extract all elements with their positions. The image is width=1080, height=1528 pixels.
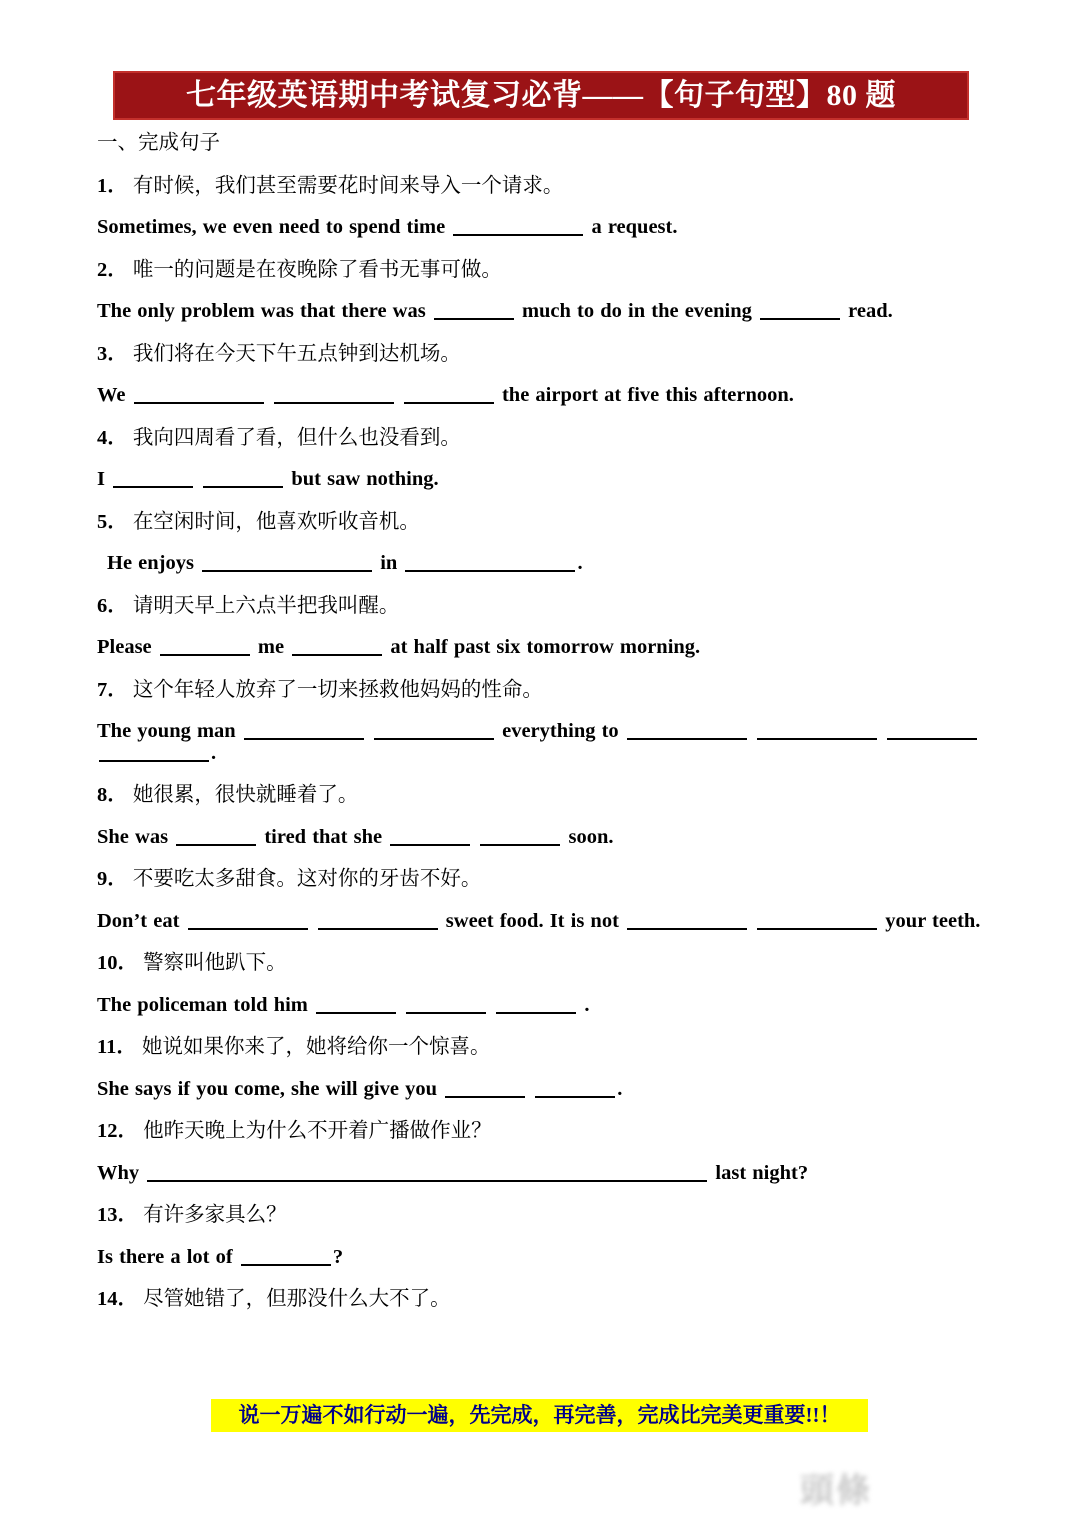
answer-text-fragment: Is there a lot of: [97, 1245, 239, 1268]
answer-text-fragment: He enjoys: [107, 552, 201, 575]
answer-blank[interactable]: [147, 1166, 707, 1182]
question-prompt: [97, 953, 983, 974]
answer-blank[interactable]: [480, 830, 560, 846]
question-number: 6．: [97, 594, 128, 617]
question-chinese: 唯一的问题是在夜晚除了看书无事可做。: [132, 258, 502, 281]
question-chinese: 有许多家具么？: [143, 1204, 287, 1227]
question-prompt: [97, 512, 983, 533]
answer-text-fragment: Please: [97, 636, 158, 659]
answer-blank[interactable]: [453, 220, 583, 236]
answer-blank[interactable]: [757, 724, 877, 740]
answer-text-fragment: at half past six tomorrow morning.: [384, 636, 701, 659]
answer-text-fragment: [398, 994, 404, 1016]
answer-text-fragment: [310, 910, 316, 932]
answer-blank[interactable]: [134, 388, 264, 404]
answer-sentence: [97, 721, 983, 764]
question-list: [97, 176, 983, 1310]
question-chinese: 她很累，很快就睡着了。: [132, 784, 359, 807]
question-number: 8．: [97, 784, 128, 807]
answer-blank[interactable]: [203, 472, 283, 488]
answer-blank[interactable]: [434, 304, 514, 320]
question-chinese: 我们将在今天下午五点钟到达机场。: [132, 342, 461, 365]
question-chinese: 请明天早上六点半把我叫醒。: [132, 594, 400, 617]
answer-blank[interactable]: [374, 724, 494, 740]
question-prompt: [97, 785, 983, 806]
question-prompt: [97, 869, 983, 890]
answer-text-fragment: ?: [332, 1245, 344, 1268]
answer-text-fragment: [879, 720, 885, 742]
answer-text-fragment: We: [97, 384, 132, 407]
question-number: 11．: [97, 1036, 137, 1059]
answer-blank[interactable]: [160, 640, 250, 656]
question-number: 2．: [97, 258, 128, 281]
answer-blank[interactable]: [202, 556, 372, 572]
question-chinese: 他昨天晚上为什么不开着广播做作业？: [143, 1120, 492, 1143]
question-prompt: [97, 260, 983, 281]
answer-text-fragment: She was: [97, 825, 175, 848]
answer-blank[interactable]: [496, 998, 576, 1014]
question-prompt: [97, 680, 983, 701]
answer-text-fragment: [266, 384, 272, 406]
answer-text-fragment: [749, 720, 755, 742]
page-title: 七年级英语期中考试复习必背——【句子句型】80 题: [186, 78, 896, 112]
answer-text-fragment: Why: [97, 1161, 146, 1184]
answer-text-fragment: the airport at five this afternoon.: [495, 384, 794, 407]
answer-sentence: [97, 911, 983, 933]
answer-text-fragment: read.: [842, 300, 893, 323]
answer-text-fragment: [527, 1078, 533, 1100]
answer-text-fragment: soon.: [562, 825, 614, 848]
answer-text-fragment: everything to: [495, 720, 625, 743]
question-prompt: [97, 428, 983, 449]
question-chinese: 在空闲时间，他喜欢听收音机。: [132, 510, 420, 533]
answer-sentence: [97, 1079, 983, 1101]
question-chinese: 不要吃太多甜食。这对你的牙齿不好。: [132, 868, 482, 891]
answer-text-fragment: .: [211, 741, 217, 764]
answer-text-fragment: .: [577, 552, 583, 575]
answer-sentence: [97, 301, 983, 323]
answer-text-fragment: me: [251, 636, 291, 659]
answer-blank[interactable]: [99, 746, 209, 762]
answer-text-fragment: tired that she: [258, 825, 389, 848]
section-heading: 一、完成句子: [97, 132, 220, 154]
answer-blank[interactable]: [887, 724, 977, 740]
answer-text-fragment: but saw nothing.: [285, 468, 439, 491]
answer-text-fragment: She says if you come, she will give you: [97, 1077, 444, 1100]
answer-text-fragment: a request.: [585, 216, 678, 238]
answer-text-fragment: Sometimes, we even need to spend time: [97, 216, 452, 238]
answer-sentence: [97, 827, 983, 849]
question-number: 1．: [97, 174, 128, 197]
question-number: 9．: [97, 868, 128, 891]
answer-sentence: [97, 469, 983, 491]
footer-motto: 说一万遍不如行动一遍，先完成，再完善，完成比完美更重要!!！: [238, 1403, 841, 1427]
answer-blank[interactable]: [760, 304, 840, 320]
answer-text-fragment: The only problem was that there was: [97, 300, 432, 323]
answer-text-fragment: in: [374, 552, 404, 575]
answer-text-fragment: [396, 384, 402, 406]
answer-sentence: [97, 637, 983, 659]
question-prompt: [97, 176, 983, 197]
question-chinese: 她说如果你来了，她将给你一个惊喜。: [142, 1036, 491, 1059]
answer-blank[interactable]: [406, 998, 486, 1014]
title-banner: [113, 71, 969, 120]
answer-text-fragment: [366, 720, 372, 742]
answer-text-fragment: sweet food. It is not: [439, 909, 626, 932]
question-chinese: 有时候，我们甚至需要花时间来导入一个请求。: [132, 174, 564, 197]
answer-blank[interactable]: [535, 1082, 615, 1098]
question-number: 14．: [97, 1288, 138, 1311]
answer-sentence: [97, 995, 983, 1017]
answer-blank[interactable]: [405, 556, 575, 572]
answer-text-fragment: [488, 994, 494, 1016]
answer-text-fragment: [472, 826, 478, 848]
answer-sentence: [97, 553, 983, 575]
answer-blank[interactable]: [274, 388, 394, 404]
footer-highlight-banner: [211, 1399, 868, 1432]
answer-text-fragment: .: [578, 993, 590, 1016]
document-body: [97, 133, 983, 1331]
answer-text-fragment: The policeman told him: [97, 993, 314, 1016]
question-number: 3．: [97, 342, 128, 365]
answer-blank[interactable]: [292, 640, 382, 656]
answer-text-fragment: The young man: [97, 720, 242, 743]
question-prompt: [97, 1289, 983, 1310]
question-number: 10．: [97, 952, 138, 975]
question-number: 5．: [97, 510, 128, 533]
question-prompt: [97, 596, 983, 617]
answer-blank[interactable]: [757, 914, 877, 930]
answer-sentence: [97, 385, 983, 407]
answer-blank[interactable]: [318, 914, 438, 930]
question-prompt: [97, 1121, 983, 1142]
answer-text-fragment: your teeth.: [879, 909, 981, 932]
answer-blank[interactable]: [176, 830, 256, 846]
answer-text-fragment: I: [97, 468, 112, 491]
answer-blank[interactable]: [188, 914, 308, 930]
answer-blank[interactable]: [113, 472, 193, 488]
question-chinese: 尽管她错了，但那没什么大不了。: [143, 1288, 451, 1311]
question-number: 12．: [97, 1120, 138, 1143]
answer-sentence: [97, 1163, 983, 1185]
answer-text-fragment: last night?: [709, 1161, 809, 1184]
answer-blank[interactable]: [445, 1082, 525, 1098]
question-number: 4．: [97, 426, 128, 449]
answer-blank[interactable]: [404, 388, 494, 404]
question-chinese: 我向四周看了看，但什么也没看到。: [132, 426, 461, 449]
question-prompt: [97, 1205, 983, 1226]
answer-blank[interactable]: [244, 724, 364, 740]
answer-blank[interactable]: [316, 998, 396, 1014]
answer-blank[interactable]: [627, 914, 747, 930]
answer-sentence: [97, 217, 983, 239]
question-number: 13．: [97, 1204, 138, 1227]
answer-text-fragment: much to do in the evening: [515, 300, 759, 323]
answer-blank[interactable]: [241, 1250, 331, 1266]
question-chinese: 警察叫他趴下。: [143, 952, 287, 975]
answer-text-fragment: Don’t eat: [97, 909, 186, 932]
answer-blank[interactable]: [627, 724, 747, 740]
answer-blank[interactable]: [390, 830, 470, 846]
question-number: 7．: [97, 678, 128, 701]
question-prompt: [97, 344, 983, 365]
answer-text-fragment: .: [617, 1077, 623, 1100]
answer-text-fragment: [749, 910, 755, 932]
watermark: 頭條: [800, 1472, 872, 1510]
question-chinese: 这个年轻人放弃了一切来拯救他妈妈的性命。: [132, 678, 543, 701]
answer-sentence: [97, 1247, 983, 1269]
answer-text-fragment: [195, 468, 201, 490]
question-prompt: [97, 1037, 983, 1058]
